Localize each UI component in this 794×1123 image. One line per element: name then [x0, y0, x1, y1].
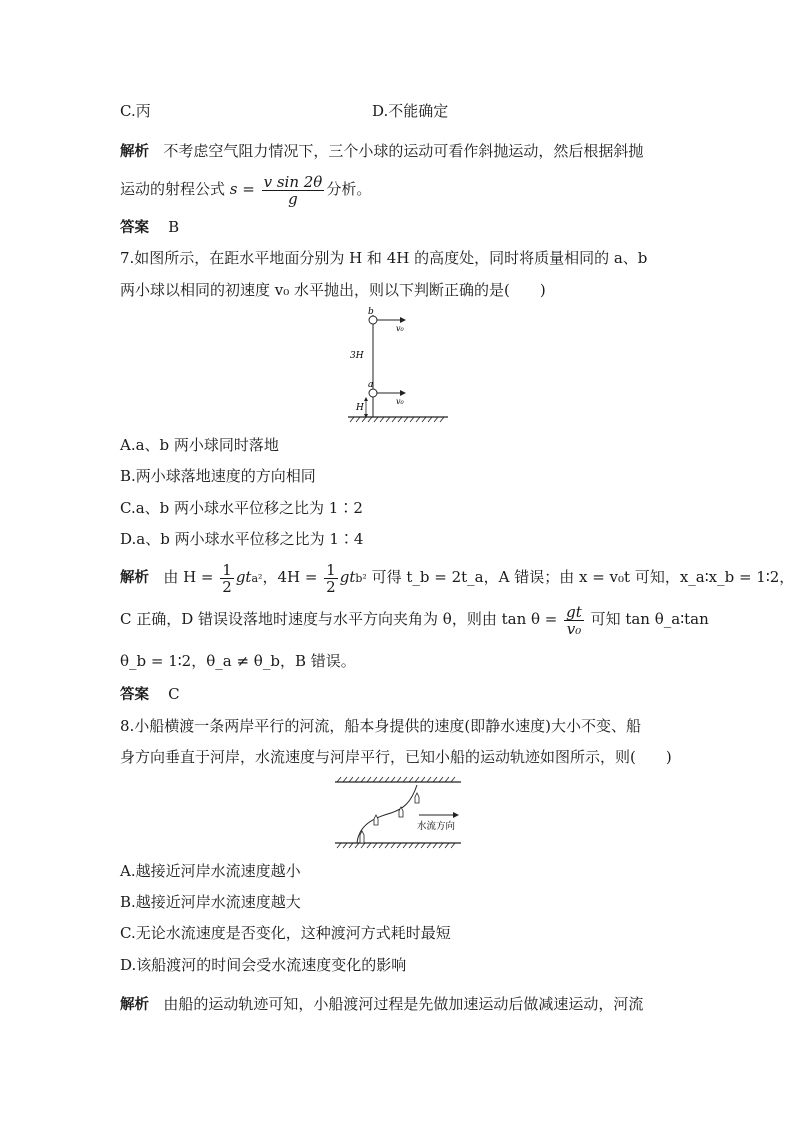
q8-figure [333, 773, 463, 851]
q7-option-b: B.两小球落地速度的方向相同 [120, 467, 316, 485]
ball-b-label: b [368, 307, 374, 317]
q6-answer: 答案 B [120, 218, 180, 236]
ball-b [369, 316, 377, 324]
q6-analysis-line1: 解析 不考虑空气阻力情况下，三个小球的运动可看作斜抛运动，然后根据斜抛 [120, 142, 644, 160]
q7-analysis-line1: 解析 由 H = $\frac{1}{2}$ gta²，4H = $\frac{1}{2}$ gtb² 可得 t_b = 2t_a，A 错误；由 x = v₀t 可知，x_a∶x_b = 1∶2， [120, 560, 794, 596]
ball-a-label: a [368, 380, 374, 390]
q7-option-d: D.a、b 两小球水平位移之比为 1∶4 [120, 530, 364, 548]
q8-option-c: C.无论水流速度是否变化，这种渡河方式耗时最短 [120, 924, 451, 942]
q7-stem-line1: 7.如图所示，在距水平地面分别为 H 和 4H 的高度处，同时将质量相同的 a、b [120, 249, 648, 267]
q7-figure [340, 305, 460, 425]
velocity-label-bottom: v₀ [396, 397, 404, 406]
boat-icon [360, 831, 364, 843]
q7-analysis-line2: C 正确，D 错误设落地时速度与水平方向夹角为 θ，则由 tan θ = $\frac{gt}{\text{v₀}}$ 可知 tan θ_a∶tan [120, 602, 709, 638]
q8-stem-line2: 身方向垂直于河岸，水流速度与河岸平行，已知小船的运动轨迹如图所示，则( ) [120, 748, 672, 766]
velocity-label-top: v₀ [396, 324, 404, 333]
ball-a [369, 389, 377, 397]
q8-option-b: B.越接近河岸水流速度越大 [120, 893, 301, 911]
boat-icon [415, 793, 419, 803]
q7-answer: 答案 C [120, 685, 180, 703]
analysis-label: 解析 [120, 144, 149, 160]
q7-option-a: A.a、b 两小球同时落地 [120, 436, 279, 454]
flow-label: 水流方向 [417, 821, 456, 832]
q7-analysis-line3: θ_b = 1∶2，θ_a ≠ θ_b，B 错误。 [120, 652, 356, 670]
height-label-h: H [356, 403, 364, 413]
height-label-3h: 3H [350, 351, 364, 361]
q8-option-a: A.越接近河岸水流速度越小 [120, 862, 301, 880]
range-formula-fraction: $\frac{\text{v sin 2θ}}{g}$ [263, 172, 323, 208]
q7-option-c: C.a、b 两小球水平位移之比为 1∶2 [120, 499, 363, 517]
q8-stem-line1: 8.小船横渡一条两岸平行的河流，船本身提供的速度(即静水速度)大小不变、船 [120, 717, 642, 735]
boat-icon [399, 807, 403, 817]
q6-analysis-line2: 运动的射程公式 s = $\frac{\text{v sin 2θ}}{g}$ 分析。 [120, 172, 372, 208]
boat-icon [374, 815, 378, 825]
q7-stem-line2: 两小球以相同的初速度 v₀ 水平抛出，则以下判断正确的是( ) [120, 281, 546, 299]
q6-option-d: D.不能确定 [372, 102, 449, 120]
q6-option-c: C.丙 [120, 102, 151, 120]
boat-trajectory [357, 785, 417, 843]
q8-analysis-line1: 解析 由船的运动轨迹可知，小船渡河过程是先做加速运动后做减速运动，河流 [120, 995, 644, 1013]
q8-option-d: D.该船渡河的时间会受水流速度变化的影响 [120, 956, 407, 974]
